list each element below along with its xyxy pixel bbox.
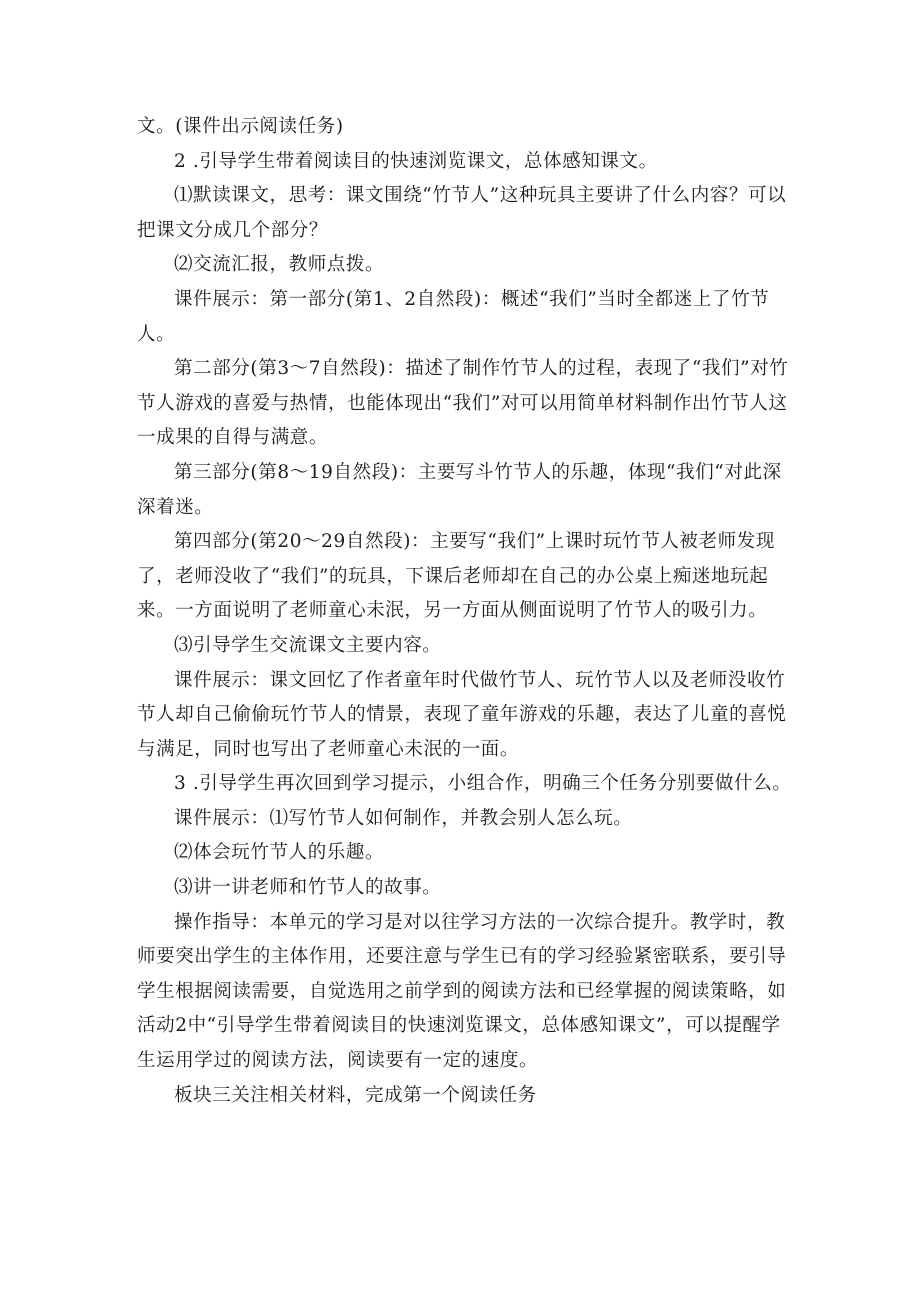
paragraph-part-1: 课件展示：第一部分(第1、2自然段)：概述“我们”当时全都迷上了竹节人。 bbox=[137, 288, 770, 345]
paragraph-step-2-3: ⑶引导学生交流课文主要内容。 bbox=[174, 634, 442, 656]
paragraph-part-3: 第三部分(第8〜19自然段)：主要写斗竹节人的乐趣，体现“我们“对此深深着迷。 bbox=[137, 461, 782, 518]
paragraph-step-2-1: ⑴默读课文，思考：课文围绕“竹节人”这种玩具主要讲了什么内容？可以把课文分成几个部分？ bbox=[137, 185, 787, 241]
paragraph-part-2: 第二部分(第3〜7自然段)：描述了制作竹节人的过程，表现了“我们”对竹节人游戏的喜爱与热情，也能体现出“我们”对可以用简单材料制作出竹节人这一成果的自得与满意。 bbox=[137, 358, 789, 449]
paragraph-task-1: 课件展示：⑴写竹节人如何制作，并教会别人怎么玩。 bbox=[174, 807, 633, 829]
paragraph-step-3: 3 .引导学生再次回到学习提示，小组合作，明确三个任务分别要做什么。 bbox=[174, 773, 792, 795]
paragraph-section-3-heading: 板块三关注相关材料，完成第一个阅读任务 bbox=[174, 1084, 537, 1106]
paragraph-step-2: 2 .引导学生带着阅读目的快速浏览课文，总体感知课文。 bbox=[174, 150, 658, 172]
document-body bbox=[137, 110, 797, 1113]
paragraph-step-2-2: ⑵交流汇报，教师点拨。 bbox=[174, 254, 385, 276]
paragraph-summary: 课件展示：课文回忆了作者童年时代做竹节人、玩竹节人以及老师没收竹节人却自己偷偷玩竹节人的情景，表现了童年游戏的乐趣，表达了儿童的喜悦与满足，同时也写出了老师童心未泯的一面。 bbox=[137, 669, 787, 760]
paragraph-continuation: 文。(课件出示阅读任务) bbox=[137, 116, 344, 137]
paragraph-task-2: ⑵体会玩竹节人的乐趣。 bbox=[174, 842, 385, 864]
paragraph-part-4: 第四部分(第20〜29自然段)：主要写“我们”上课时玩竹节人被老师发现了，老师没收了“我们”的玩具，下课后老师却在自己的办公桌上痴迷地玩起来。一方面说明了老师童心未泯，另一方面从侧面说明了竹节人的吸引力。 bbox=[137, 531, 775, 622]
paragraph-task-3: ⑶讲一讲老师和竹节人的故事。 bbox=[174, 877, 442, 899]
paragraph-guidance: 操作指导：本单元的学习是对以往学习方法的一次综合提升。教学时，教师要突出学生的主体作用，还要注意与学生已有的学习经验紧密联系，要引导学生根据阅读需要，自觉选用之前学到的阅读方法和已经掌握的阅读策略，如活动2中“引导学生带着阅读目的快速浏览课文，总体感知课文”，可以提醒学生运用学过的阅读方法，阅读要有一定的速度。 bbox=[137, 911, 787, 1072]
